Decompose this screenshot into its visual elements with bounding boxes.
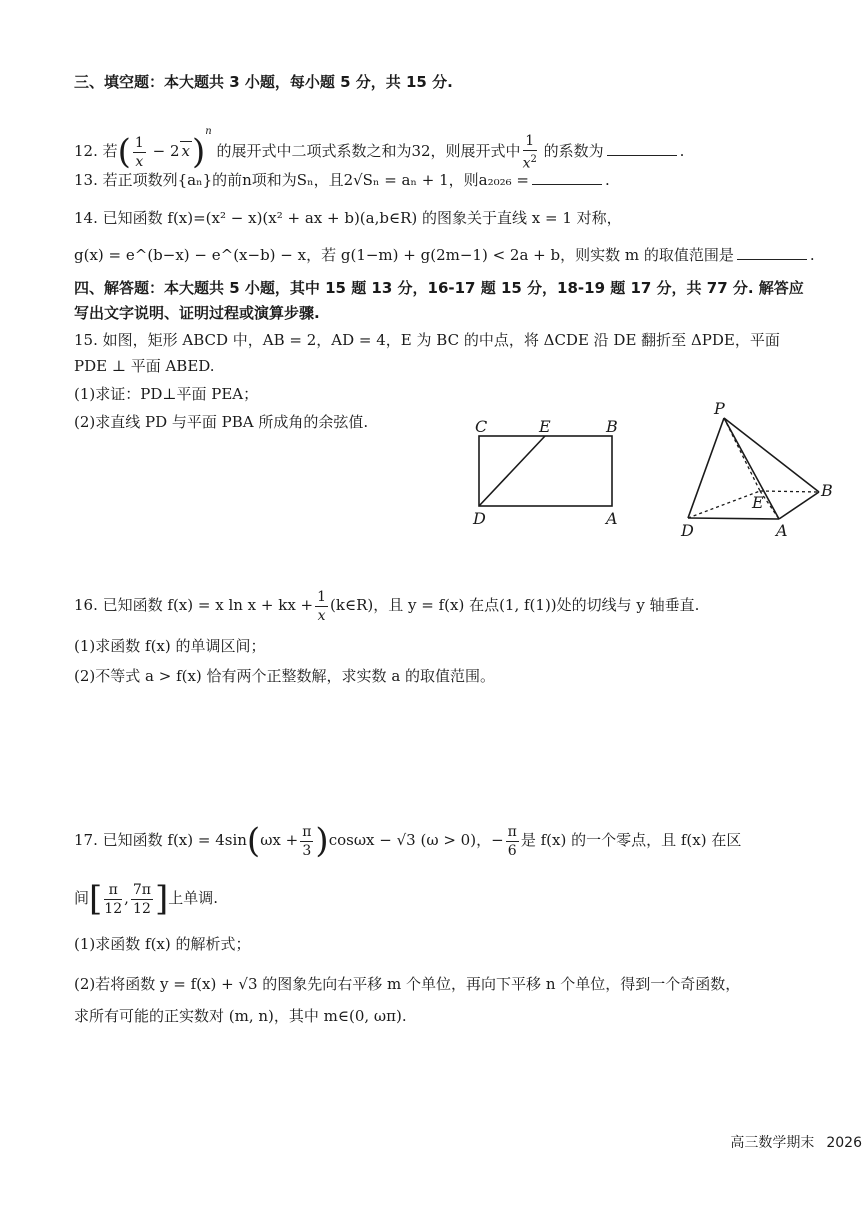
label-p: P [714,399,725,418]
question-17-part-2: (2)若将函数 y = f(x) + √3 的图象先向右平移 m 个单位，再向下平移 n 个单位，得到一个奇函数， [74,975,741,993]
answer-blank-14[interactable] [737,245,807,260]
section-3-title: 三、填空题：本大题共 3 小题，每小题 5 分，共 15 分. [74,73,453,91]
question-16: 16. 已知函数 f(x) = x ln x + kx + $\frac{1}{x}$ (k∈R)，且 y = f(x) 在点(1, f(1))处的切线与 y 轴垂直. [74,588,700,624]
question-13: 13. 若正项数列{aₙ}的前n项和为Sₙ，且2√Sₙ = aₙ + 1，则a₂₀₂₆ = . [74,171,610,189]
answer-blank-12[interactable] [607,141,677,156]
label-b: B [821,481,833,500]
question-17-line-1: 17. 已知函数 f(x) = 4sin(ωx + $\frac{\pi}{3}$ )cosωx − √3 (ω > 0)，− $\frac{\pi}{6}$ 是 f(x) 的一个零点，且 f(x) 在区 [74,821,742,861]
question-16-part-1: (1)求函数 f(x) 的单调区间； [74,637,266,655]
label-b: B [606,417,618,436]
question-14-line-1: 14. 已知函数 f(x)=(x² − x)(x² + ax + b)(a,b∈R) 的图象关于直线 x = 1 对称， [74,209,622,227]
question-17-part-2b: 求所有可能的正实数对 (m, n)，其中 m∈(0, ωπ). [74,1007,407,1025]
question-14-line-2: g(x) = e^(b−x) − e^(x−b) − x，若 g(1−m) + g(2m−1) < 2a + b，则实数 m 的取值范围是 . [74,246,815,264]
label-e: E [539,417,551,436]
label-c: C [475,417,488,436]
question-16-part-2: (2)不等式 a > f(x) 恰有两个正整数解，求实数 a 的取值范围。 [74,667,496,685]
footer-year: 2026 [826,1135,862,1151]
question-15-part-2: (2)求直线 PD 与平面 PBA 所成角的余弦值. [74,413,369,431]
page-footer [718,1132,862,1152]
answer-blank-13[interactable] [532,170,602,185]
question-15-part-1: (1)求证：PD⊥平面 PEA； [74,385,259,403]
question-12: 12. 若( $\frac{1}{x}$ − 2 x)$^n$ 的展开式中二项式系数之和为32，则展开式中 $\frac{1}{x^2}$ 的系数为 . [74,126,685,172]
footer-label: 高三数学期末 [730,1135,815,1151]
folded-pyramid-figure [676,398,838,540]
question-15-line-2: PDE ⊥ 平面 ABED. [74,357,215,375]
question-17-line-2: 间[ $\frac{\pi}{12}$ , $\frac{7\pi}{12}$ ]上单调. [74,879,219,919]
label-d: D [473,509,486,527]
label-d: D [681,521,694,540]
rectangle-abcd-figure [465,412,635,527]
question-17-part-1: (1)求函数 f(x) 的解析式； [74,935,251,953]
question-15-line-1: 15. 如图，矩形 ABCD 中，AB = 2，AD = 4，E 为 BC 的中点，将 ΔCDE 沿 DE 翻折至 ΔPDE，平面 [74,331,780,349]
label-e: E [752,493,764,512]
section-4-title-line-1: 四、解答题：本大题共 5 小题，其中 15 题 13 分，16-17 题 15 分，18-19 题 17 分，共 77 分. 解答应 [74,279,804,297]
label-a: A [776,521,788,540]
section-4-title-line-2: 写出文字说明、证明过程或演算步骤. [74,304,320,322]
label-a: A [606,509,618,527]
